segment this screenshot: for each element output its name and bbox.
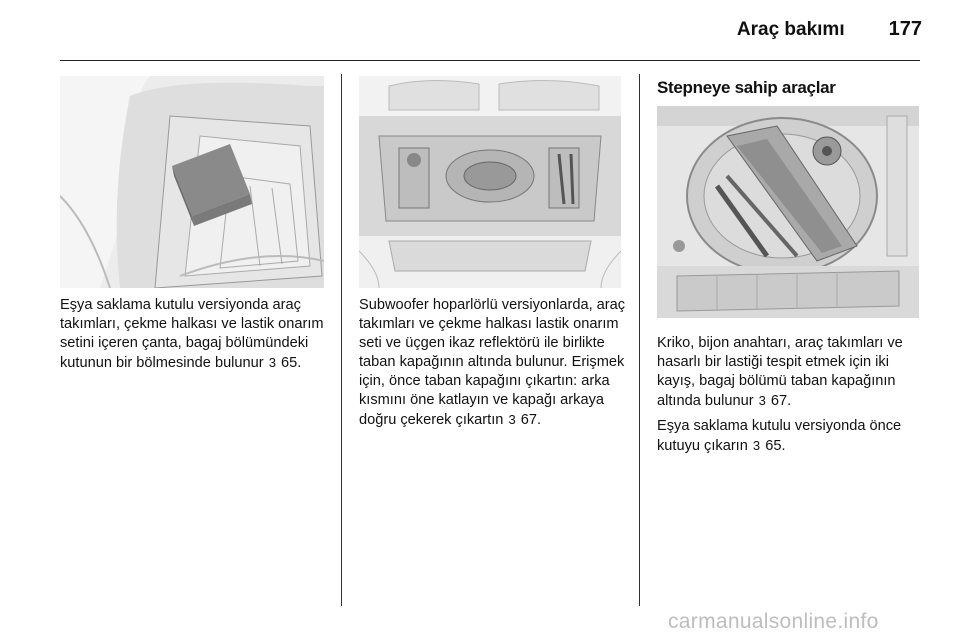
watermark: carmanualsonline.info: [668, 610, 879, 633]
section-title: Stepneye sahip araçlar: [657, 78, 836, 97]
paragraph: [657, 417, 925, 456]
paragraph-text: Eşya saklama kutulu versiyonda araç takımları, çekme halkası ve lastik onarım setini içeren çanta, bagaj bölümündeki kutunun bir bölmesinde bulunur: [60, 297, 324, 371]
paragraph-text: Subwoofer hoparlörlü versiyonlarda, araç takımları ve çekme halkası lastik onarım seti ve üçgen ikaz reflektörü ile birlikte taban kapağının altında bulunur. Erişmek için, önce taban kapağını çıkartın: arka kısmını öne katlayın ve kapağı arkaya doğru çekerek çıkartın: [359, 297, 626, 428]
page-reference: 65.: [765, 438, 786, 454]
paragraph: [60, 296, 332, 373]
page-reference: 67.: [520, 412, 542, 428]
page-reference-icon: 3: [268, 355, 276, 370]
chapter-title: Araç bakımı: [736, 19, 845, 40]
column-1-text: [60, 296, 332, 379]
paragraph-text: Eşya saklama kutulu versiyonda önce kutuyu çıkarın: [657, 418, 902, 454]
page-reference-icon: 3: [758, 393, 766, 408]
page-reference: 67.: [770, 393, 792, 409]
column-divider-2: [639, 74, 640, 606]
page-header: [737, 18, 922, 48]
column-3-text: [657, 334, 925, 462]
column-2-text: [359, 296, 629, 436]
paragraph: [359, 296, 629, 430]
spare-wheel-jack-illustration-icon: [657, 106, 919, 318]
header-rule: [60, 60, 920, 61]
subwoofer-trunk-illustration-icon: [359, 76, 621, 288]
page-reference-icon: 3: [752, 438, 761, 453]
storage-box-trunk-illustration-icon: [60, 76, 324, 288]
paragraph: [657, 334, 925, 411]
page-reference-icon: 3: [508, 412, 516, 427]
page-reference: 65.: [281, 355, 302, 371]
page-number: 177: [888, 18, 922, 40]
paragraph-text: Kriko, bijon anahtarı, araç takımları ve hasarlı bir lastiği tespit etmek için iki kayış, bagaj bölümü taban kapağının altında bulunur: [657, 335, 903, 409]
column-divider-1: [341, 74, 342, 606]
